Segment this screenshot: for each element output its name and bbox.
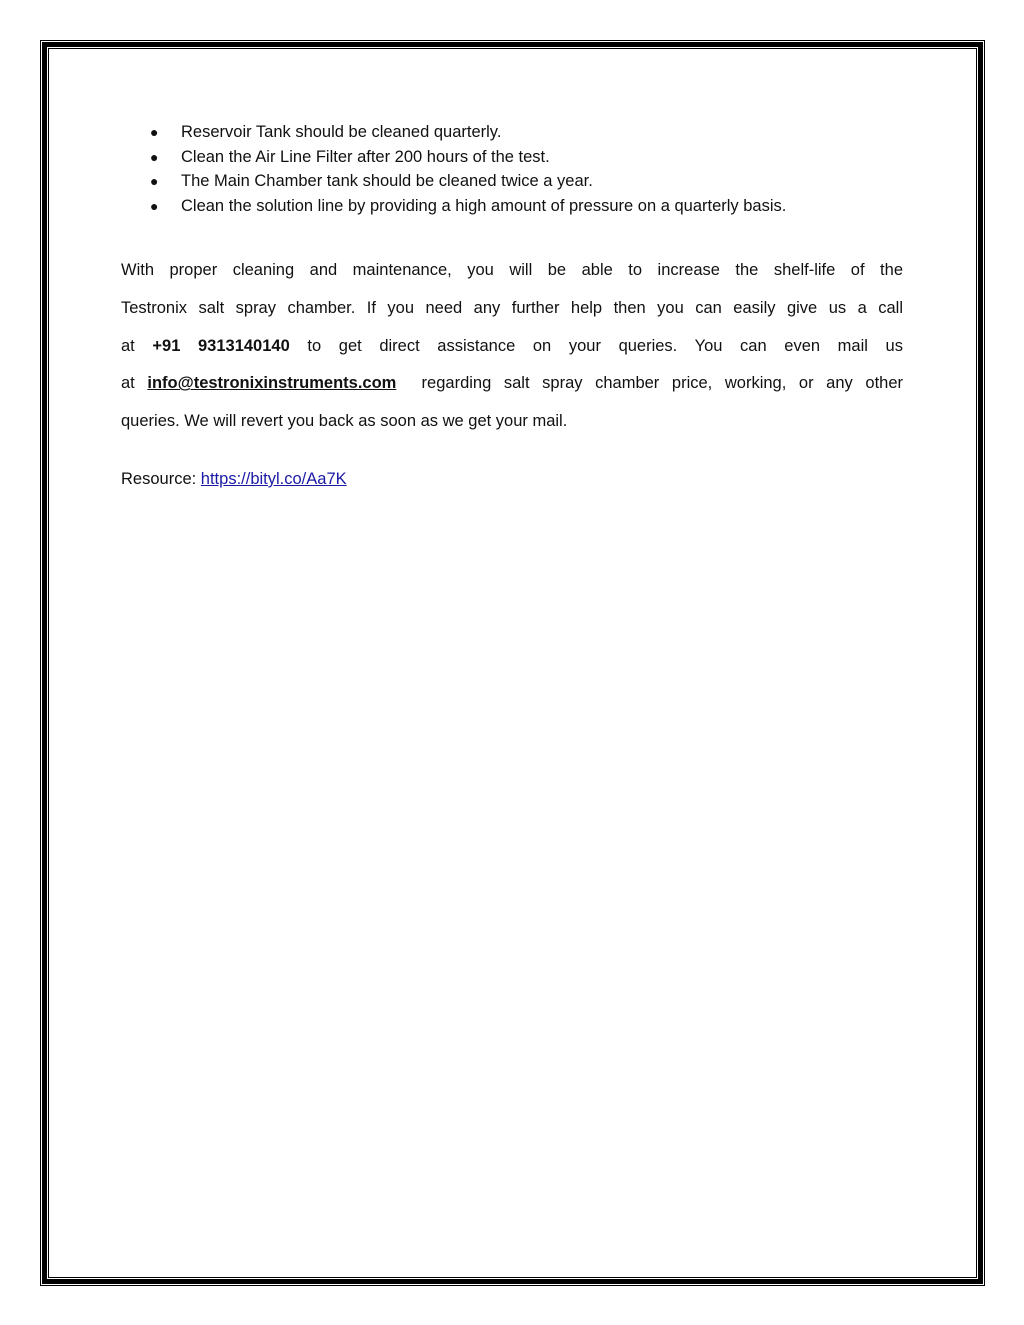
list-item: ● Clean the Air Line Filter after 200 hours of the test. [121, 145, 903, 170]
paragraph-line: With proper cleaning and maintenance, you will be able to increase the shelf-life of the [121, 261, 903, 279]
list-item: ● The Main Chamber tank should be cleaned twice a year. [121, 169, 903, 194]
resource-link[interactable]: https://bityl.co/Aa7K [200, 469, 347, 488]
paragraph-line: at info@testronixinstruments.com regarding salt spray chamber price, working, or any other [121, 374, 903, 393]
bullet-icon: ● [150, 148, 159, 165]
document-content [121, 120, 903, 491]
paragraph-line: Testronix salt spray chamber. If you need any further help then you can easily give us a call [121, 298, 903, 317]
bullet-icon: ● [150, 197, 159, 214]
bullet-icon: ● [150, 173, 159, 189]
list-item: ● Reservoir Tank should be cleaned quarterly. [121, 120, 903, 145]
phone-number: +91 9313140140 [152, 336, 290, 355]
resource-line [121, 467, 903, 491]
paragraph-line: at +91 9313140140 to get direct assistance on your queries. You can even mail us [121, 336, 903, 355]
bullet-icon: ● [150, 124, 159, 140]
list-item: ● Clean the solution line by providing a high amount of pressure on a quarterly basis. [121, 194, 903, 219]
paragraph-line: queries. We will revert you back as soon as we get your mail. [121, 412, 568, 431]
email-link[interactable]: info@testronixinstruments.com [147, 374, 397, 393]
resource-label: Resource: [121, 469, 197, 488]
maintenance-list [121, 120, 903, 218]
body-paragraph [121, 252, 903, 441]
